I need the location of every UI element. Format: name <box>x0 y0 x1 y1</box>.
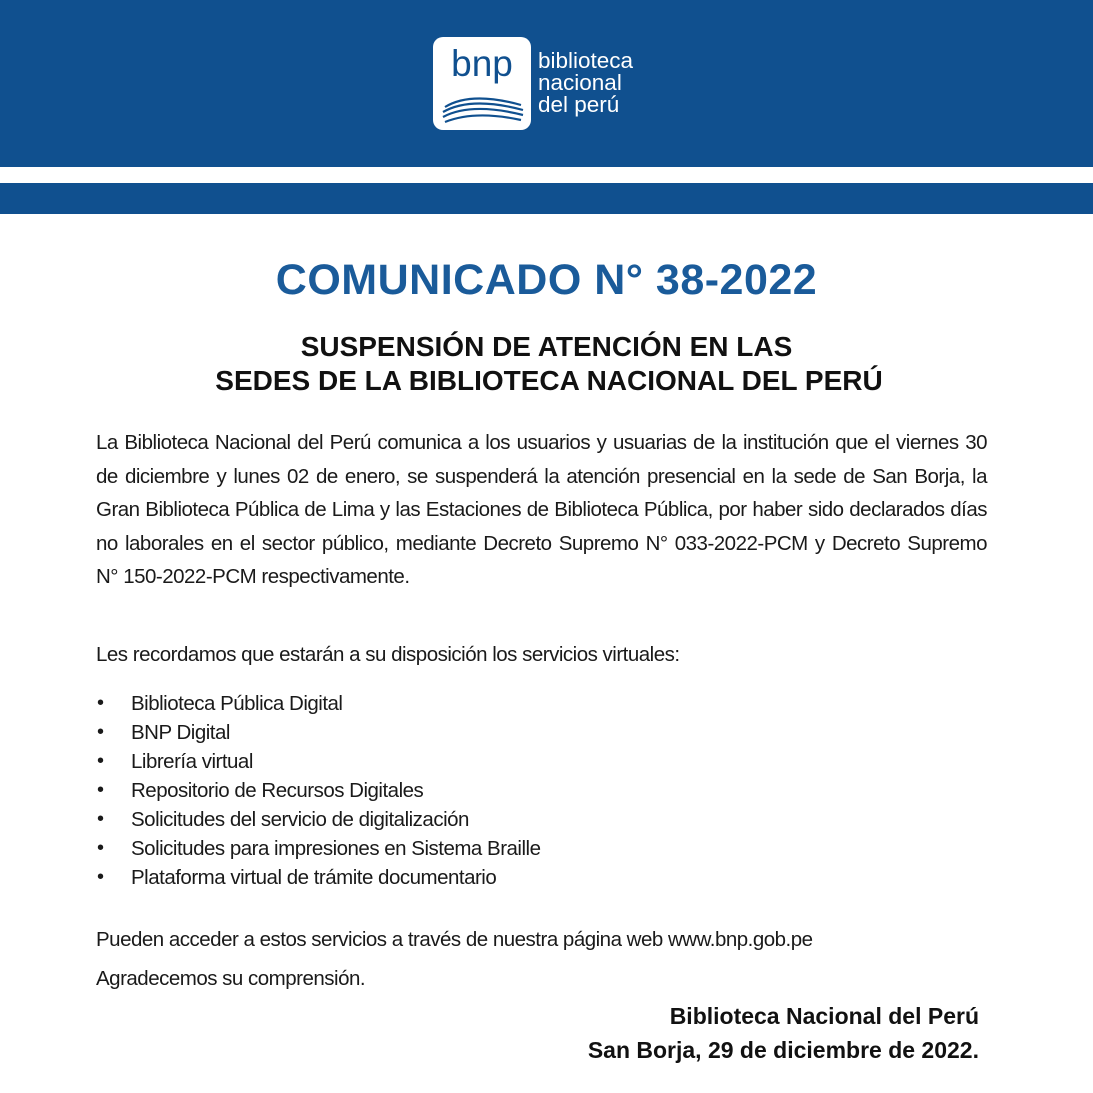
list-item <box>96 689 540 718</box>
bullet-icon: • <box>97 779 104 801</box>
list-item <box>96 834 540 863</box>
service-label: Solicitudes para impresiones en Sistema Braille <box>131 837 541 860</box>
signature-institution: Biblioteca Nacional del Perú <box>669 1003 979 1029</box>
logo-badge <box>433 37 531 130</box>
header-stripe <box>0 183 1093 214</box>
list-item <box>96 805 540 834</box>
list-item <box>96 718 540 747</box>
bullet-icon: • <box>97 721 104 743</box>
signature-block <box>588 999 979 1067</box>
bnp-logo <box>433 37 673 132</box>
logo-line-2: nacional <box>538 70 622 95</box>
services-list <box>96 689 540 892</box>
list-item <box>96 776 540 805</box>
document-title: COMUNICADO N° 38-2022 <box>275 256 818 304</box>
book-waves-icon <box>441 93 525 125</box>
subtitle-line-2: SEDES DE LA BIBLIOTECA NACIONAL DEL PERÚ <box>215 365 883 396</box>
list-item <box>96 747 540 776</box>
list-item <box>96 863 540 892</box>
logo-line-3: del perú <box>538 92 620 117</box>
body-paragraph: La Biblioteca Nacional del Perú comunica a los usuarios y usuarias de la institución que el viernes 30 de diciembre y lunes 02 de enero, se suspenderá la atención presencial en la sede de San Borja, la Gran Biblioteca Pública de Lima y las Estaciones de Biblioteca Pública, por haber sido declarados días no laborales en el sector público, mediante Decreto Supremo N° 033-2022-PCM y Decreto Supremo N° 150-2022-PCM respectivamente. <box>96 431 987 588</box>
service-label: Plataforma virtual de trámite documentario <box>131 866 497 889</box>
bullet-icon: • <box>97 837 104 859</box>
document-subtitle <box>0 330 1093 398</box>
service-label: Librería virtual <box>131 750 253 773</box>
thanks-note: Agradecemos su comprensión. <box>96 967 366 990</box>
bullet-icon: • <box>97 750 104 772</box>
service-label: BNP Digital <box>131 721 230 744</box>
service-label: Repositorio de Recursos Digitales <box>131 779 424 802</box>
logo-wordmark <box>538 50 633 116</box>
signature-place-date: San Borja, 29 de diciembre de 2022. <box>587 1037 979 1063</box>
logo-line-1: biblioteca <box>538 48 634 73</box>
service-label: Solicitudes del servicio de digitalización <box>131 808 469 831</box>
services-intro: Les recordamos que estarán a su disposición los servicios virtuales: <box>96 643 680 666</box>
logo-mark: bnp <box>451 43 513 84</box>
bullet-icon: • <box>97 692 104 714</box>
service-label: Biblioteca Pública Digital <box>131 692 343 715</box>
bullet-icon: • <box>97 866 104 888</box>
bullet-icon: • <box>97 808 104 830</box>
subtitle-line-1: SUSPENSIÓN DE ATENCIÓN EN LAS <box>300 331 793 362</box>
website-note: Pueden acceder a estos servicios a través de nuestra página web www.bnp.gob.pe <box>96 928 813 951</box>
